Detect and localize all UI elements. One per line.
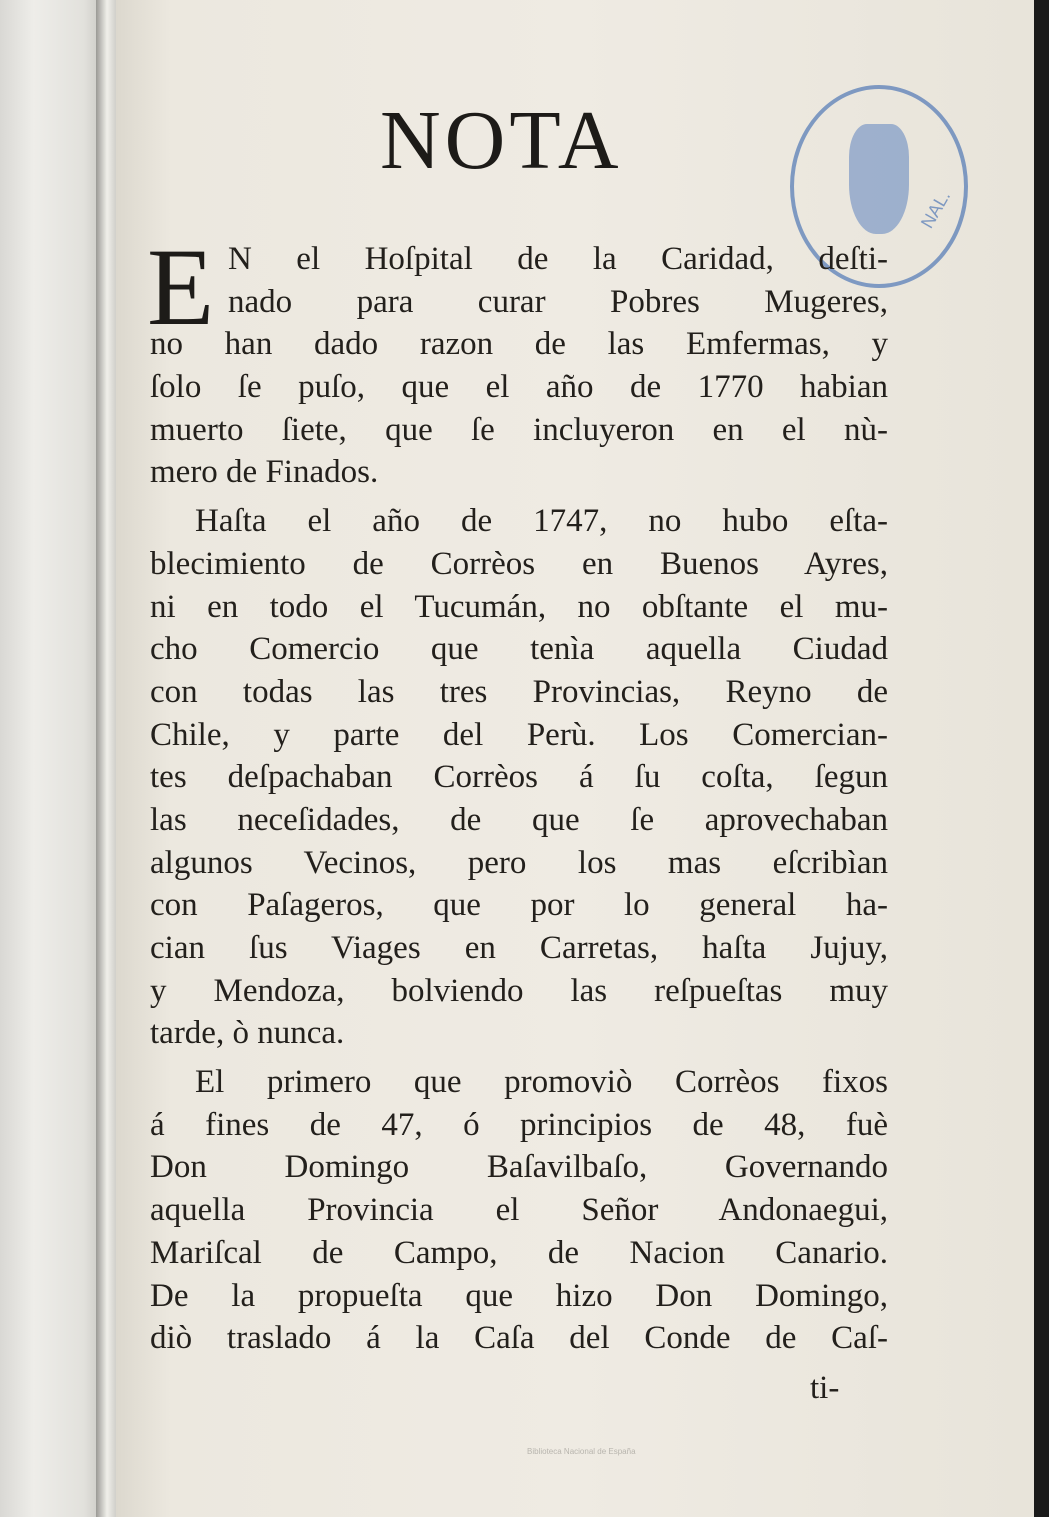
coat-of-arms-icon (849, 124, 909, 234)
text-line: tes deſpachaban Corrèos á ſu coſta, ſegun (150, 759, 888, 796)
catchword: ti- (810, 1370, 840, 1406)
text-line: no han dado razon de las Emfermas, y (150, 326, 888, 363)
text-line: Mariſcal de Campo, de Nacion Canario. (150, 1234, 888, 1271)
text-line: ſolo ſe puſo, que el año de 1770 habian (150, 369, 888, 406)
text-line: N el Hoſpital de la Caridad, deſti- (228, 241, 888, 277)
text-line: nado para curar Pobres Mugeres, (228, 283, 888, 320)
text-line: Don Domingo Baſavilbaſo, Governando (150, 1149, 888, 1186)
text-line: á fines de 47, ó principios de 48, fuè (150, 1106, 888, 1143)
text-line: y Mendoza, bolviendo las reſpueſtas muy (150, 972, 888, 1009)
text-line: mero de Finados. (150, 454, 379, 491)
text-line: con todas las tres Provincias, Reyno de (150, 673, 888, 710)
text-line: ni en todo el Tucumán, no obſtante el mu- (150, 588, 888, 625)
text-line: las neceſidades, de que ſe aprovechaban (150, 801, 888, 838)
text-line: Chile, y parte del Perù. Los Comercian- (150, 716, 888, 753)
text-line: Haſta el año de 1747, no hubo eſta- (195, 503, 888, 540)
text-line: cho Comercio que tenìa aquella Ciudad (150, 631, 888, 668)
text-line: El primero que promoviò Corrèos fixos (195, 1064, 888, 1101)
body-text (150, 238, 888, 1360)
text-line: blecimiento de Corrèos en Buenos Ayres, (150, 545, 888, 582)
text-line: con Paſageros, que por lo general ha- (150, 887, 888, 924)
text-line: algunos Vecinos, pero los mas eſcribìan (150, 844, 888, 881)
text-line: diò traslado á la Caſa del Conde de Caſ- (150, 1320, 888, 1357)
text-line: muerto ſiete, que ſe incluyeron en el nù- (150, 411, 888, 448)
drop-cap: E (147, 226, 215, 348)
text-line: cian ſus Viages en Carretas, haſta Jujuy, (150, 930, 888, 966)
page-title: NOTA (380, 94, 623, 187)
stamp-text: NAL. (916, 186, 955, 232)
text-line: tarde, ò nunca. (150, 1015, 345, 1052)
text-line: De la propueſta que hizo Don Domingo, (150, 1277, 888, 1314)
binding-fold (96, 0, 118, 1517)
footer-watermark: Biblioteca Nacional de España (527, 1447, 636, 1456)
text-line: aquella Provincia el Señor Andonaegui, (150, 1192, 888, 1229)
